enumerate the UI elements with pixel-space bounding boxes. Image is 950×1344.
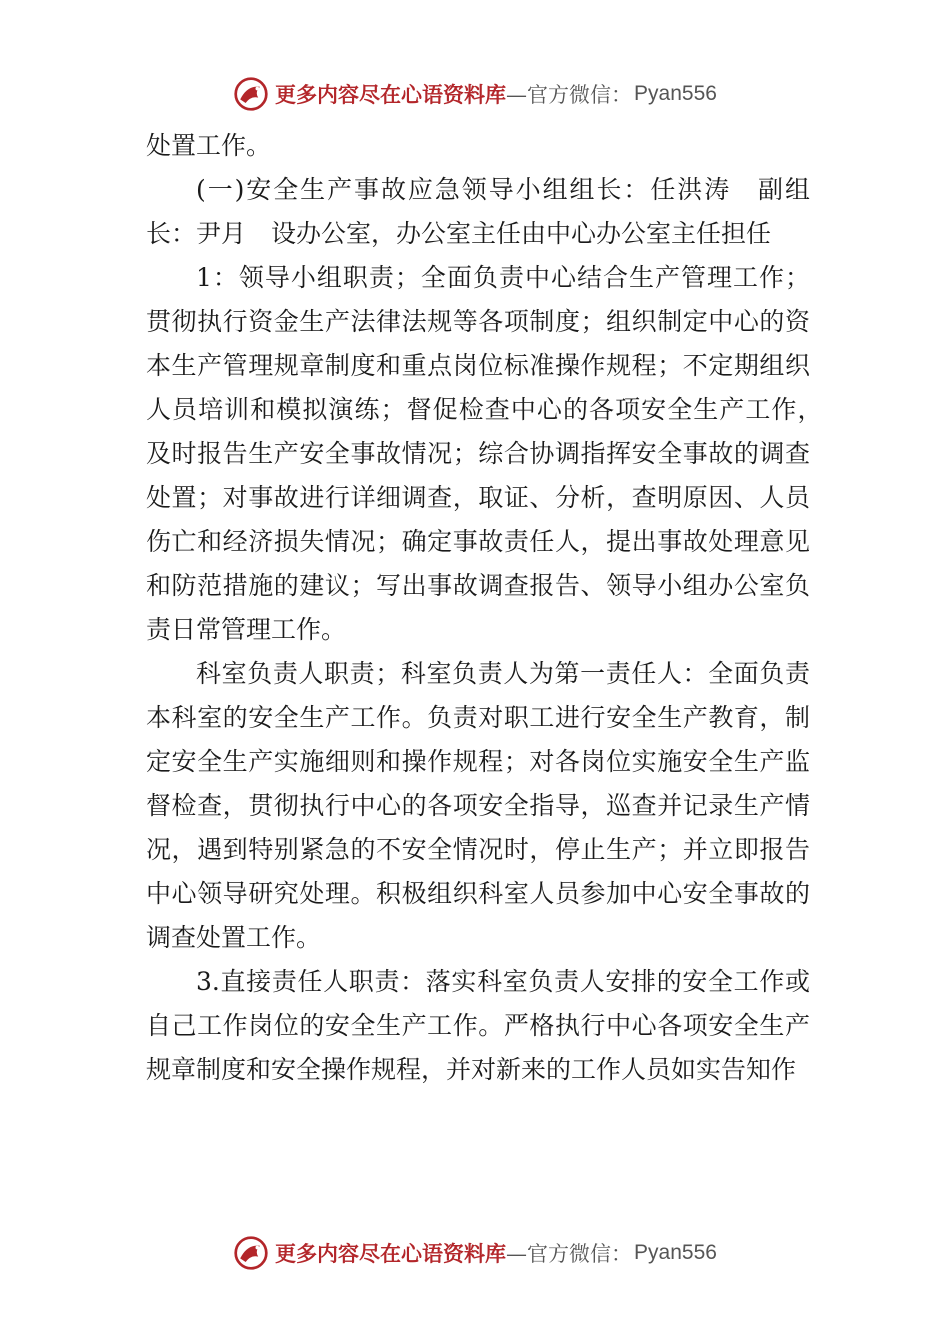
paragraph-continuation: 处置工作。 xyxy=(146,131,272,160)
footer-wechat-id: Pyan556 xyxy=(634,1241,717,1264)
header-brand-text: 更多内容尽在心语资料库 xyxy=(275,82,507,107)
dragon-seal-logo-icon xyxy=(233,1235,269,1271)
paragraph-direct-duties: 3.直接责任人职责：落实科室负责人安排的安全工作或自己工作岗位的安全生产工作。严格执行中心各项安全生产规章制度和安全操作规程，并对新来的工作人员如实告知作 xyxy=(146,967,810,1084)
footer-banner xyxy=(0,1231,950,1275)
paragraph-leadership-group: (一)安全生产事故应急领导小组组长：任洪涛 副组长：尹月 设办公室，办公室主任由中心办公室主任担任 xyxy=(146,175,810,248)
footer-wechat-label: —官方微信： xyxy=(506,1242,633,1266)
document-body xyxy=(146,124,836,1092)
paragraph-group-duties: 1：领导小组职责；全面负责中心结合生产管理工作；贯彻执行资金生产法律法规等各项制度；组织制定中心的资本生产管理规章制度和重点岗位标准操作规程；不定期组织人员培训和模拟演练；督促检查中心的各项安全生产工作， 及时报告生产安全事故情况；综合协调指挥安全事故的调查处置；对事故进行详细调查，取证、分析，查明原因、人员伤亡和经济损失情况；确定事故责任人，提出事故处理意见和防范措施的建议；写出事故调查报告、领导小组办公室负责日常管理工作。 xyxy=(146,263,836,644)
header-wechat-label: —官方微信： xyxy=(506,83,633,107)
paragraph-section-head-duties: 科室负责人职责；科室负责人为第一责任人：全面负责本科室的安全生产工作。负责对职工进行安全生产教育，制定安全生产实施细则和操作规程；对各岗位实施安全生产监督检查，贯彻执行中心的各项安全指导，巡查并记录生产情况，遇到特别紧急的不安全情况时，停止生产；并立即报告中心领导研究处理。积极组织科室人员参加中心安全事故的调查处置工作。 xyxy=(146,659,810,952)
header-wechat-id: Pyan556 xyxy=(634,82,717,105)
dragon-seal-logo-icon xyxy=(233,76,269,112)
footer-brand-text: 更多内容尽在心语资料库 xyxy=(275,1241,507,1266)
header-banner xyxy=(0,72,950,116)
